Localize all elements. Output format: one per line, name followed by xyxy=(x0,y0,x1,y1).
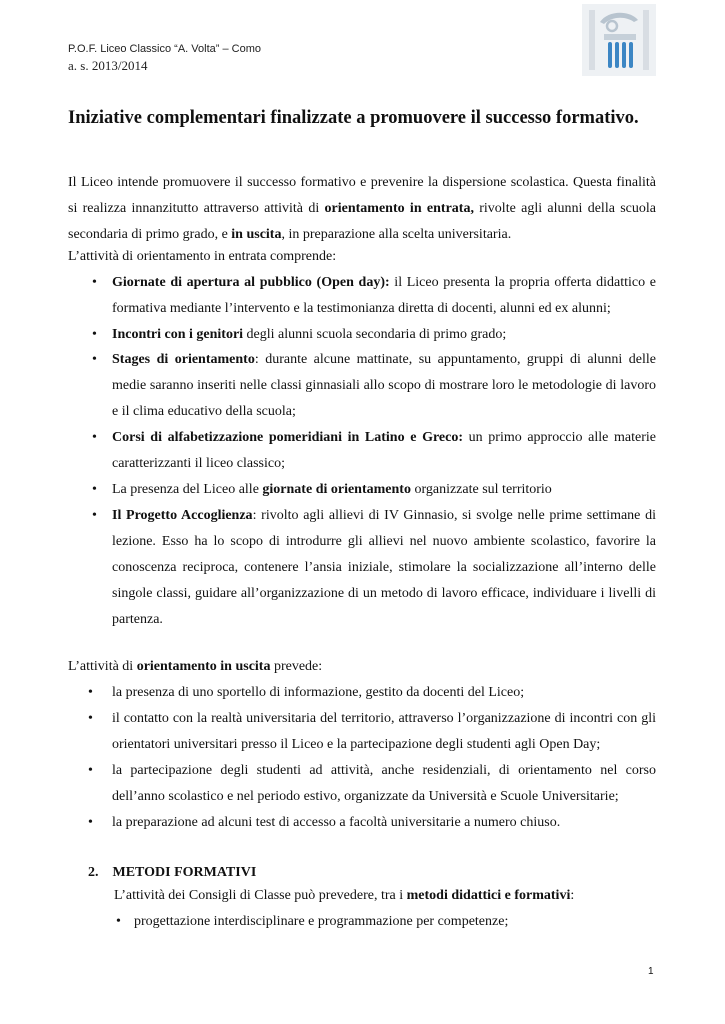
entrata-intro: L’attività di orientamento in entrata comprende: xyxy=(68,249,337,264)
header-year: a. s. 2013/2014 xyxy=(68,58,148,73)
section-heading: 2. METODI FORMATIVI xyxy=(88,865,257,880)
header-school: P.O.F. Liceo Classico “A. Volta” – Como xyxy=(68,43,261,55)
page-number: 1 xyxy=(648,966,654,977)
page-title: Iniziative complementari finalizzate a promuovere il successo formativo. xyxy=(68,108,639,128)
uscita-intro: L’attività di orientamento in uscita prevede: xyxy=(68,659,323,674)
intro-paragraph: Il Liceo intende promuovere il successo formativo e prevenire la dispersione scolastica. Questa finalità si realizza innanzitutto attraverso attività di orientamento in entrata, rivolte agli alunni della scuola secondaria di primo grado, e in uscita, in preparazione alla scelta universitaria. xyxy=(68,175,656,242)
school-logo-icon xyxy=(582,4,656,76)
section2-intro: L’attività dei Consigli di Classe può prevedere, tra i metodi didattici e formativi: xyxy=(114,888,575,903)
